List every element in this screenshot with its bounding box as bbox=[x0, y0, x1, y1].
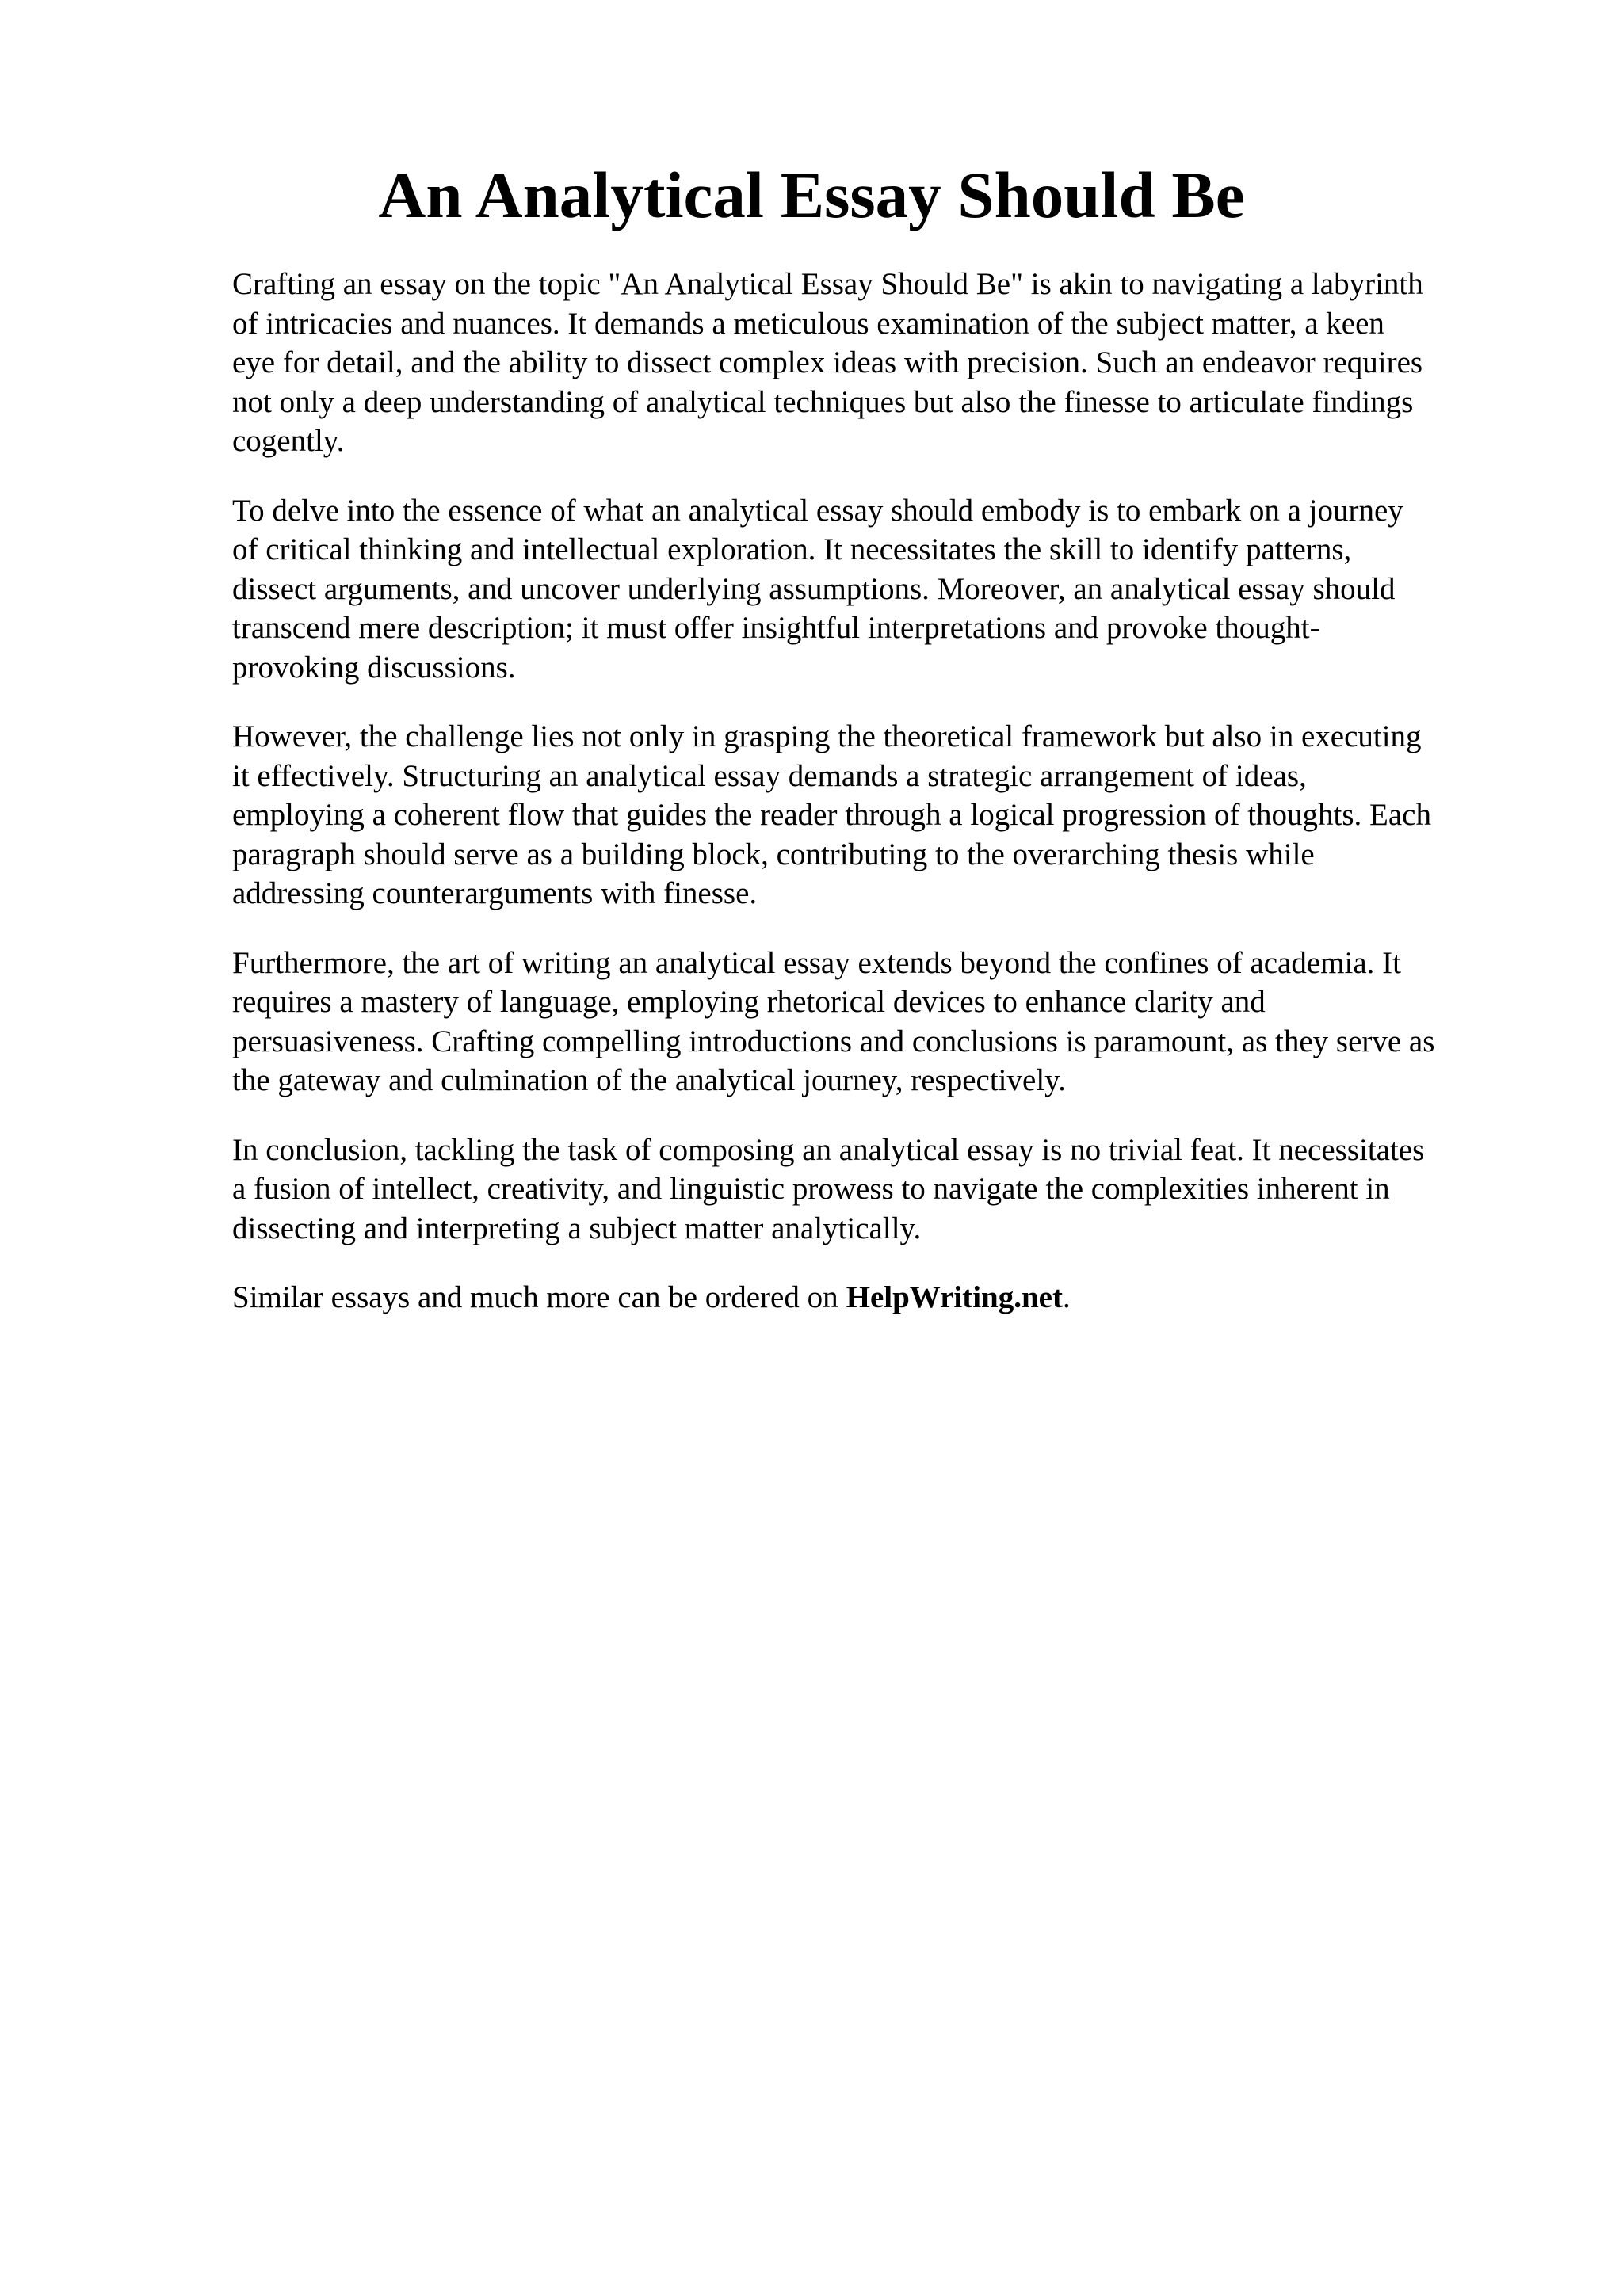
text-line: eye for detail, and the ability to dissect complex ideas with precision. Such an endeavor requires bbox=[232, 345, 1423, 379]
text-line: To delve into the essence of what an analytical essay should embody is to embark on a journey bbox=[232, 493, 1403, 528]
text-line: However, the challenge lies not only in grasping the theoretical framework but also in executing bbox=[232, 719, 1422, 753]
document-title: An Analytical Essay Should Be bbox=[378, 158, 1245, 231]
text-line: In conclusion, tackling the task of composing an analytical essay is no trivial feat. It necessitates bbox=[232, 1132, 1425, 1167]
closing-suffix: . bbox=[1062, 1280, 1071, 1314]
text-line: dissecting and interpreting a subject matter analytically. bbox=[232, 1211, 922, 1245]
text-line: requires a mastery of language, employing rhetorical devices to enhance clarity and bbox=[232, 985, 1266, 1019]
closing-prefix: Similar essays and much more can be ordered on bbox=[232, 1280, 838, 1314]
paragraph-1 bbox=[232, 265, 1532, 461]
text-line: of critical thinking and intellectual exploration. It necessitates the skill to identify patterns, bbox=[232, 532, 1352, 566]
paragraph-5 bbox=[232, 1131, 1532, 1249]
paragraph-2 bbox=[232, 491, 1532, 688]
text-line: persuasiveness. Crafting compelling introductions and conclusions is paramount, as they serve as bbox=[232, 1024, 1435, 1058]
text-line: the gateway and culmination of the analytical journey, respectively. bbox=[232, 1063, 1066, 1097]
text-line: dissect arguments, and uncover underlying assumptions. Moreover, an analytical essay should bbox=[232, 571, 1396, 606]
text-line: employing a coherent flow that guides the reader through a logical progression of thoughts. Each bbox=[232, 798, 1431, 832]
text-line: of intricacies and nuances. It demands a meticulous examination of the subject matter, a keen bbox=[232, 306, 1384, 341]
document-body bbox=[232, 265, 1532, 1318]
text-line: addressing counterarguments with finesse. bbox=[232, 876, 758, 910]
text-line: not only a deep understanding of analytical techniques but also the finesse to articulate findings bbox=[232, 384, 1414, 419]
text-line: paragraph should serve as a building block, contributing to the overarching thesis while bbox=[232, 837, 1315, 871]
brand-link[interactable]: HelpWriting.net bbox=[846, 1280, 1063, 1314]
closing-line bbox=[232, 1278, 1532, 1318]
text-line: transcend mere description; it must offer insightful interpretations and provoke thought- bbox=[232, 611, 1320, 645]
text-line: a fusion of intellect, creativity, and linguistic prowess to navigate the complexities inherent in bbox=[232, 1172, 1390, 1206]
text-line: Furthermore, the art of writing an analytical essay extends beyond the confines of academia. It bbox=[232, 945, 1401, 980]
paragraph-3 bbox=[232, 717, 1532, 913]
text-line: Crafting an essay on the topic "An Analytical Essay Should Be" is akin to navigating a labyrinth bbox=[232, 267, 1423, 301]
text-line: provoking discussions. bbox=[232, 650, 516, 685]
text-line: cogently. bbox=[232, 424, 345, 458]
paragraph-4 bbox=[232, 944, 1532, 1100]
text-line: it effectively. Structuring an analytical essay demands a strategic arrangement of ideas, bbox=[232, 758, 1307, 793]
